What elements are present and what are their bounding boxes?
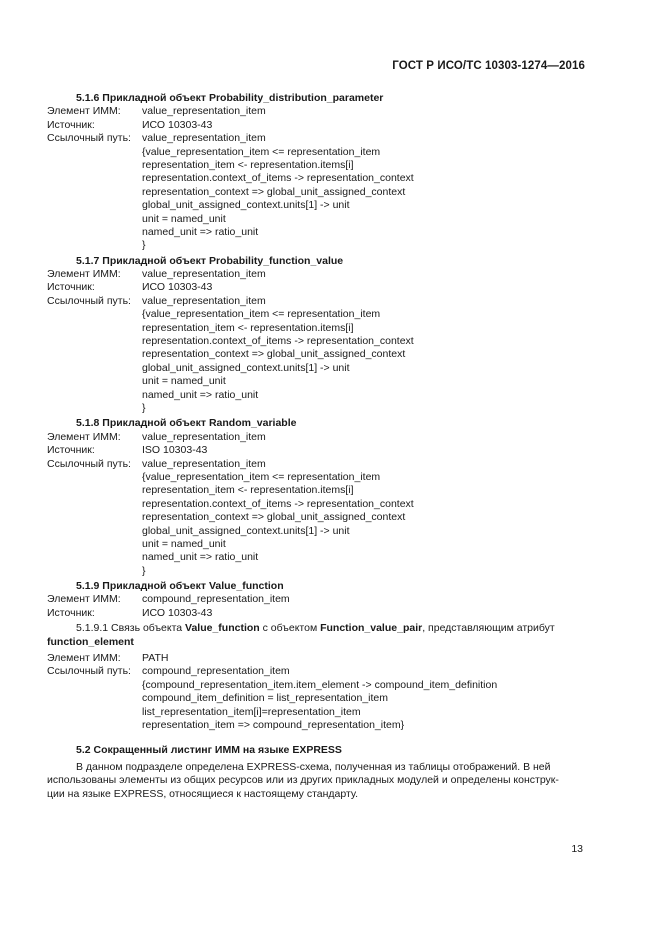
- section-paragraph: [47, 761, 587, 801]
- path-line: representation_context => global_unit_assigned_context: [142, 511, 406, 524]
- path-line: representation_item <- representation.items[i]: [142, 158, 354, 171]
- path-line: }: [142, 401, 146, 414]
- relationship-object-2: Function_value_pair: [320, 622, 423, 635]
- section-heading: 5.2 Сокращенный листинг ИММ на языке EXPRESS: [76, 744, 342, 757]
- path-line: representation_item => compound_representation_item}: [142, 719, 405, 731]
- relationship-mid: с объектом: [259, 622, 321, 635]
- element-label: Элемент ИММ:: [47, 105, 121, 118]
- path-line: list_representation_item[i]=representation_item: [142, 705, 361, 718]
- path-label: Ссылочный путь:: [47, 132, 131, 145]
- element-value: value_representation_item: [142, 430, 266, 443]
- path-row: [47, 132, 587, 145]
- relationship-suffix: , представляющим атрибут: [422, 622, 555, 635]
- document-body: [47, 90, 587, 801]
- path-line: global_unit_assigned_context.units[1] -> unit: [142, 361, 350, 374]
- source-label: Источник:: [47, 606, 95, 619]
- path-label: Ссылочный путь:: [47, 457, 131, 470]
- path-line: {value_representation_item <= representation_item: [142, 308, 381, 321]
- element-row: [47, 431, 587, 444]
- element-label: Элемент ИММ:: [47, 593, 121, 606]
- path-line: {compound_representation_item.item_element -> compound_item_definition: [142, 678, 498, 691]
- path-label: Ссылочный путь:: [47, 294, 131, 307]
- document-header: ГОСТ Р ИСО/ТС 10303-1274—2016: [392, 60, 585, 72]
- source-value: ISO 10303-43: [142, 444, 208, 457]
- path-row: [47, 295, 587, 308]
- path-line: unit = named_unit: [142, 375, 226, 388]
- path-line: named_unit => ratio_unit: [142, 225, 259, 238]
- path-line: }: [142, 564, 146, 577]
- path-line: value_representation_item: [142, 132, 266, 145]
- source-row: [47, 444, 587, 457]
- element-value: PATH: [142, 652, 169, 665]
- element-label: Элемент ИММ:: [47, 652, 121, 665]
- path-line: value_representation_item: [142, 294, 266, 307]
- path-line: unit = named_unit: [142, 212, 226, 225]
- source-row: [47, 281, 587, 294]
- path-row: [47, 458, 587, 471]
- paragraph-line: В данном подразделе определена EXPRESS-схема, полученная из таблицы отображений. В ней: [76, 760, 551, 773]
- path-line: {value_representation_item <= representation_item: [142, 470, 381, 483]
- path-line: representation_item <- representation.items[i]: [142, 484, 354, 497]
- path-line: named_unit => ratio_unit: [142, 388, 259, 401]
- page-number: 13: [571, 843, 583, 855]
- source-label: Источник:: [47, 444, 95, 457]
- path-row: [47, 665, 587, 678]
- path-line: representation.context_of_items -> representation_context: [142, 497, 414, 510]
- section-heading: 5.1.6 Прикладной объект Probability_distribution_parameter: [76, 92, 384, 104]
- element-row: [47, 652, 587, 665]
- path-line: representation_context => global_unit_assigned_context: [142, 185, 406, 198]
- path-line: value_representation_item: [142, 457, 266, 470]
- relationship-prefix: 5.1.9.1 Связь объекта: [76, 622, 186, 635]
- source-value: ИСО 10303-43: [142, 606, 213, 619]
- path-line: representation.context_of_items -> representation_context: [142, 335, 414, 348]
- source-label: Источник:: [47, 118, 95, 131]
- paragraph-line: ции на языке EXPRESS, относящиеся к настоящему стандарту.: [47, 787, 359, 800]
- section-heading: 5.1.7 Прикладной объект Probability_function_value: [76, 254, 344, 267]
- path-line: global_unit_assigned_context.units[1] -> unit: [142, 199, 350, 212]
- source-value: ИСО 10303-43: [142, 281, 213, 294]
- section-heading: 5.1.8 Прикладной объект Random_variable: [76, 417, 297, 430]
- element-value: compound_representation_item: [142, 593, 290, 606]
- element-value: value_representation_item: [142, 105, 266, 118]
- path-line: compound_representation_item: [142, 665, 290, 678]
- source-row: [47, 607, 587, 620]
- path-line: representation_item <- representation.items[i]: [142, 321, 354, 334]
- path-line: global_unit_assigned_context.units[1] -> unit: [142, 524, 350, 537]
- path-line: representation_context => global_unit_assigned_context: [142, 348, 406, 361]
- source-label: Источник:: [47, 281, 95, 294]
- element-row: [47, 268, 587, 281]
- relationship-object-1: Value_function: [185, 622, 260, 635]
- paragraph-line: использованы элементы из общих ресурсов или из других прикладных модулей и определены конструк-: [47, 774, 559, 787]
- source-value: ИСО 10303-43: [142, 118, 213, 131]
- source-row: [47, 119, 587, 132]
- path-line: compound_item_definition = list_representation_item: [142, 692, 389, 705]
- element-row: [47, 593, 587, 606]
- element-label: Элемент ИММ:: [47, 268, 121, 281]
- path-line: }: [142, 239, 146, 252]
- section-heading: 5.1.9 Прикладной объект Value_function: [76, 580, 284, 593]
- path-line: representation.context_of_items -> representation_context: [142, 172, 414, 185]
- relationship-paragraph: [47, 622, 587, 649]
- path-label: Ссылочный путь:: [47, 665, 131, 678]
- element-value: value_representation_item: [142, 268, 266, 281]
- path-line: {value_representation_item <= representation_item: [142, 145, 381, 158]
- path-line: unit = named_unit: [142, 537, 226, 550]
- path-line: named_unit => ratio_unit: [142, 551, 259, 564]
- element-label: Элемент ИММ:: [47, 430, 121, 443]
- relationship-attribute: function_element: [47, 635, 134, 648]
- element-row: [47, 105, 587, 118]
